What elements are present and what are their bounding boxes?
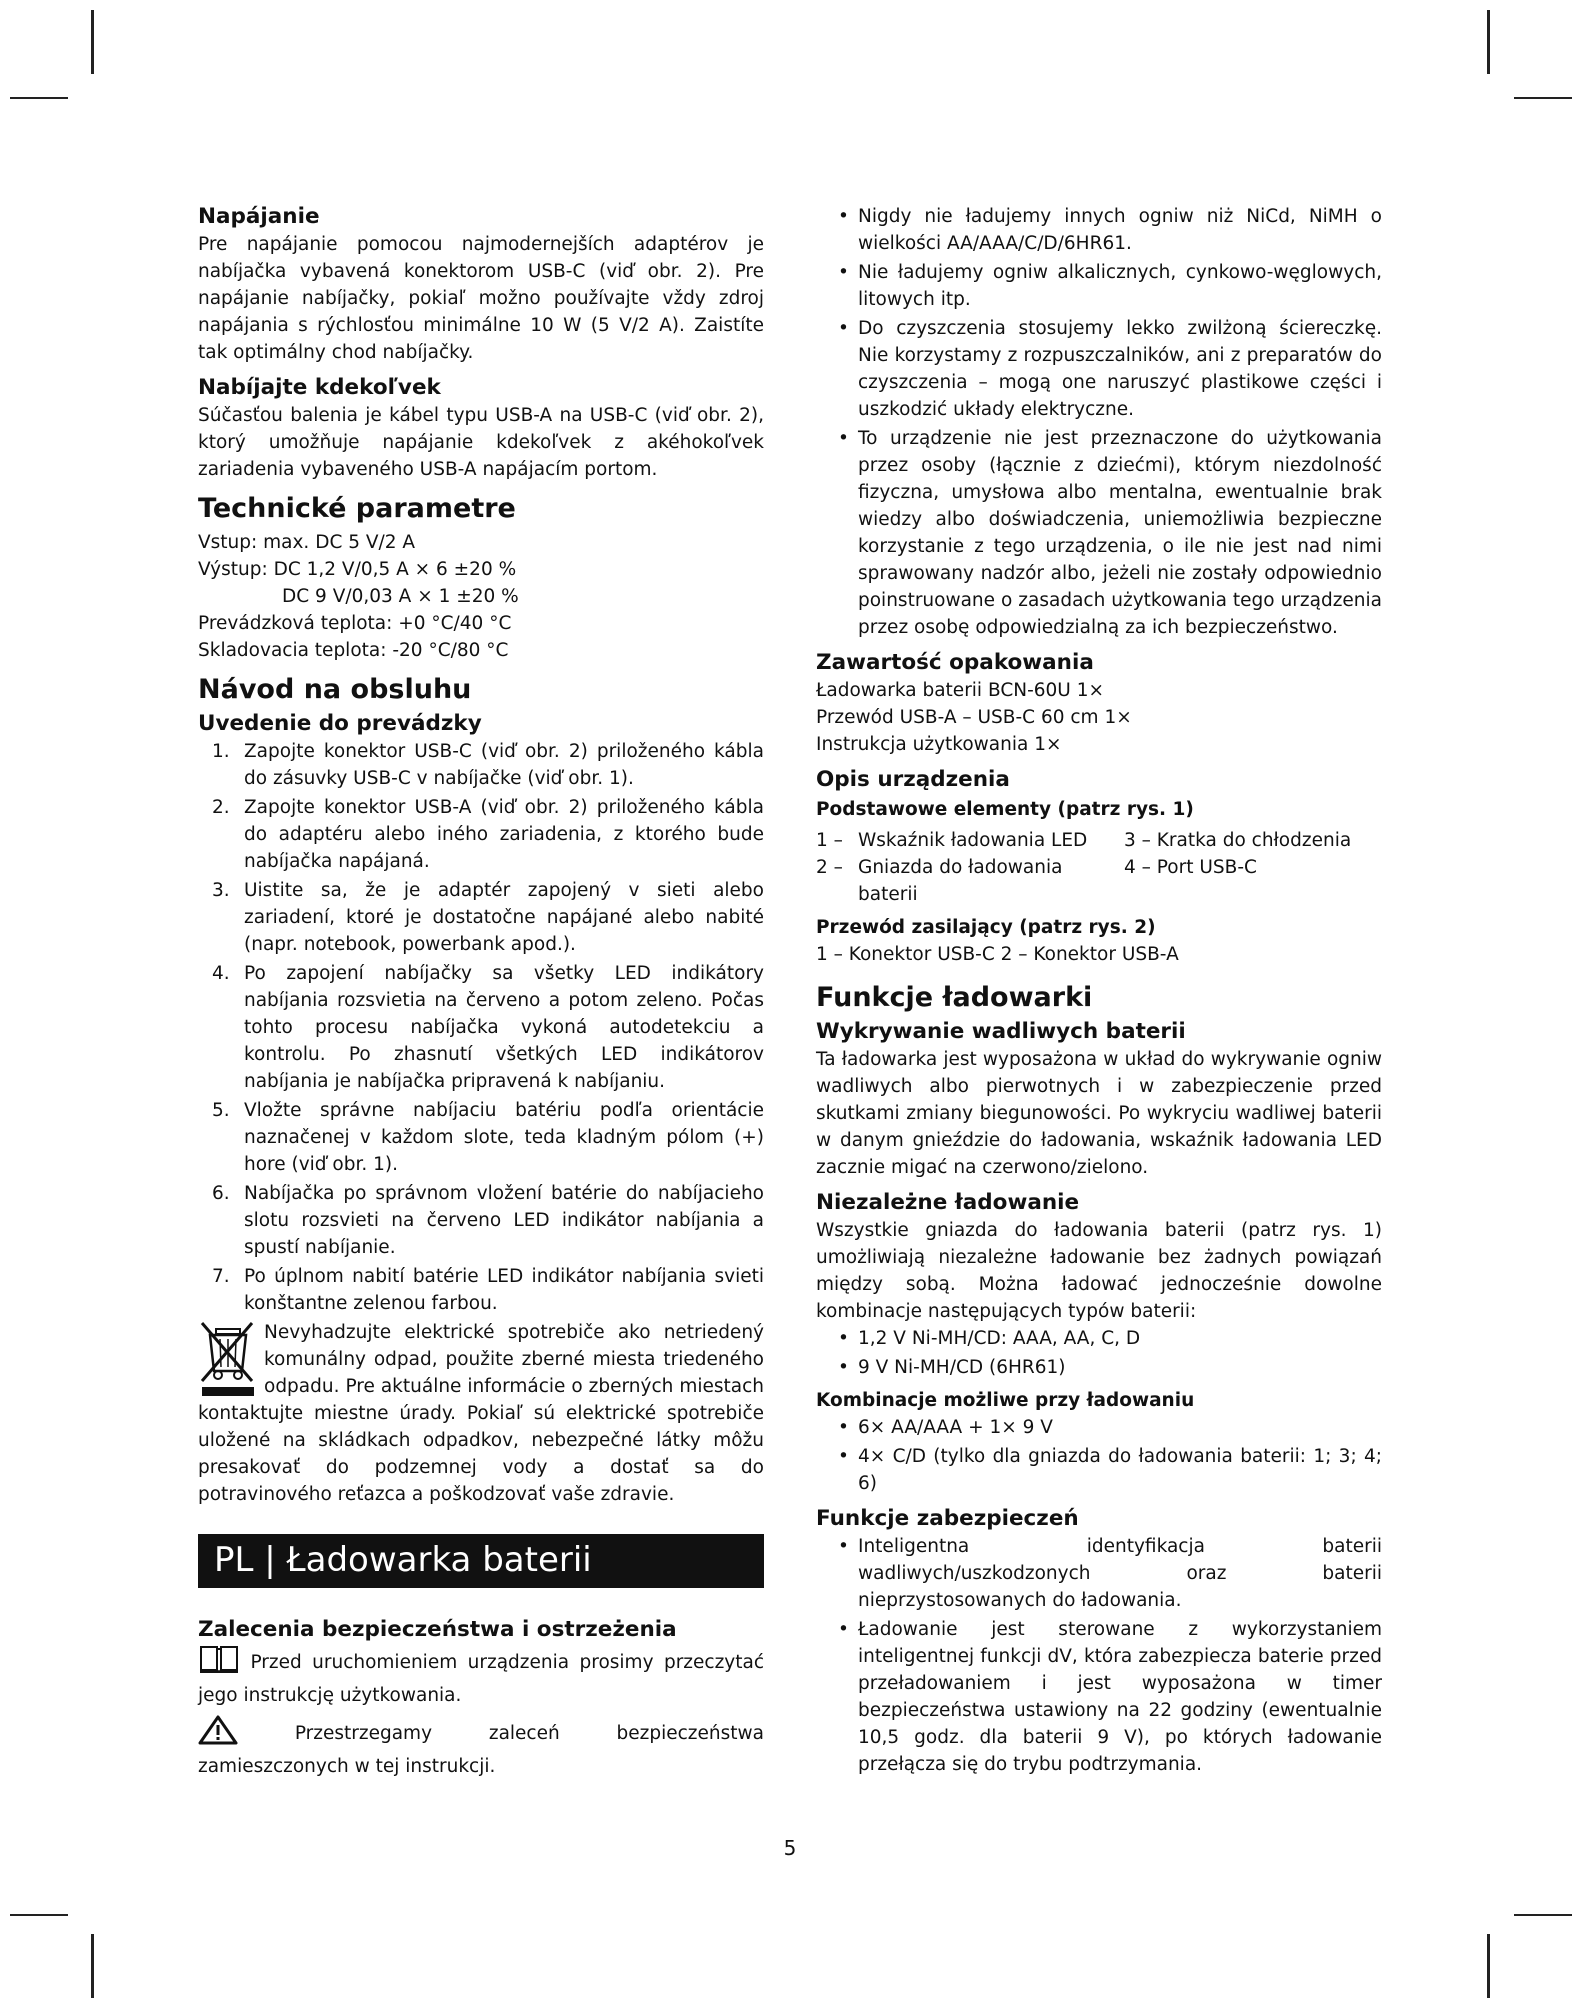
list-item: 6. Nabíjačka po správnom vložení batérie do nabíjacieho slotu rozsvieti na červeno LED indikátor nabíjania a spustí nabíjanie. [212,1183,764,1258]
weee-bin-icon [198,1319,256,1397]
section-heading-zawartosc: Zawartość opakowania [816,650,1094,675]
book-icon [198,1644,240,1682]
paragraph-warning: Przestrzegamy zaleceń bezpieczeństwa zamieszczonych w tej instrukcji. [198,1715,764,1780]
crop-mark [1514,97,1572,99]
list-item: 3. Uistite sa, že je adaptér zapojený v sieti alebo zariadení, ktoré je dostatočne napájané alebo nabité (napr. notebook, powerbank apod.). [212,880,764,955]
package-item: Ładowarka baterii BCN-60U 1× [816,680,1104,701]
list-item: 2. Zapojte konektor USB-A (viď obr. 2) priloženého kábla do adaptéru alebo iného zariadenia, z ktorého bude nabíjačka napájaná. [212,797,764,872]
language-banner: PL | Ładowarka baterii [198,1534,764,1588]
section-heading-funkcje: Funkcje ładowarki [816,982,1093,1013]
spec-skladovacia: Skladovacia teplota: -20 °C/80 °C [198,640,509,661]
subheading-wykrywanie: Wykrywanie wadliwych baterii [816,1019,1186,1044]
spec-vstup: Vstup: max. DC 5 V/2 A [198,532,416,553]
element-item: 4 – Port USB-C [1124,857,1257,878]
paragraph-kdekolvek: Súčasťou balenia je kábel typu USB-A na USB-C (viď obr. 2), ktorý umožňuje napájanie kdekoľvek z akéhokoľvek zariadenia vybaveného USB-A napájacím portom. [198,405,764,480]
list-item: 1. Zapojte konektor USB-C (viď obr. 2) priloženého kábla do zásuvky USB-C v nabíjačke (viď obr. 1). [212,741,764,789]
list-item: 5. Vložte správne nabíjaciu batériu podľa orientácie naznačenej v každom slote, teda kladným pólom (+) hore (viď obr. 1). [212,1100,764,1175]
subheading-zabezpieczen: Funkcje zabezpieczeń [816,1506,1079,1531]
weee-paragraph: Nevyhadzujte elektrické spotrebiče ako netriedený komunálny odpad, použite zberné miesta triedeného odpadu. Pre aktuálne informácie o zberných miestach kontaktujte miestne úrady. Pokiaľ sú elektrické spotrebiče uložené na skládkach odpadkov, nebezpečné látky môžu presakovať do podzemnej vody a dostať sa do potravinového reťazca a poškodzovať vaše zdravie. [198,1319,764,1508]
crop-mark [1487,1934,1490,1998]
section-heading-kdekolvek: Nabíjajte kdekoľvek [198,375,441,400]
page-number: 5 [783,1836,797,1860]
list-item: 7. Po úplnom nabití batérie LED indikátor nabíjania svieti konštantne zelenou farbou. [212,1266,764,1314]
list-item: • Nie ładujemy ogniw alkalicznych, cynkowo-węglowych, litowych itp. [816,259,1382,313]
paragraph-napajanie: Pre napájanie pomocou najmodernejších adaptérov je nabíjačka vybavená konektorom USB-C (viď obr. 2). Pre napájanie nabíjačky, pokiaľ možno používajte vždy zdroj napájania s rýchlosťou minimálne 10 W (5 V/2 A). Zaistíte tak optimálny chod nabíjačky. [198,234,764,363]
list-item: • Inteligentna identyfikacja baterii wadliwych/uszkodzonych oraz baterii nieprzystosowanych do ładowania. [816,1533,1382,1614]
crop-mark [10,97,68,99]
paragraph-niezalezne: Wszystkie gniazda do ładowania baterii (patrz rys. 1) umożliwiają niezależne ładowanie bez żadnych powiązań między sobą. Można ładować jednocześnie dowolne kombinacje następujących typów baterii: [816,1220,1382,1322]
package-item: Instrukcja użytkowania 1× [816,734,1062,755]
element-item: 2 – Gniazda do ładowania baterii [816,857,1063,905]
package-item: Przewód USB-A – USB-C 60 cm 1× [816,707,1132,728]
paragraph-wykrywanie: Ta ładowarka jest wyposażona w układ do wykrywanie ogniw wadliwych albo pierwotnych i w zabezpieczenie przed skutkami zmiany biegunowości. Po wykryciu wadliwej baterii w danym gnieździe do ładowania, wskaźnik ładowania LED zacznie migać na czerwono/zielono. [816,1049,1382,1178]
element-item: 3 – Kratka do chłodzenia [1124,830,1352,851]
crop-mark [1514,1914,1572,1916]
cable-items: 1 – Konektor USB-C 2 – Konektor USB-A [816,944,1179,965]
crop-mark [10,1914,68,1916]
steps-list [198,738,764,1317]
spec-vystup-2 [198,583,764,610]
spec-prevadzkova: Prevádzková teplota: +0 °C/40 °C [198,613,512,634]
protection-list [816,1533,1382,1778]
list-item: • 4× C/D (tylko dla gniazda do ładowania baterii: 1; 3; 4; 6) [816,1443,1382,1497]
subheading-kombinacje: Kombinacje możliwe przy ładowaniu [816,1390,1195,1411]
paragraph-read-manual: Przed uruchomieniem urządzenia prosimy przeczytać jego instrukcję użytkowania. [198,1644,764,1709]
spec-vystup-1: Výstup: DC 1,2 V/0,5 A × 6 ±20 % [198,559,517,580]
list-item: • To urządzenie nie jest przeznaczone do użytkowania przez osoby (łącznie z dziećmi), którym niezdolność fizyczna, umysłowa albo mentalna, ewentualnie brak wiedzy albo doświadczenia, uniemożliwia bezpieczne korzystanie z tego urządzenia, o ile nie jest nad nimi sprawowany nadzór albo, jeżeli nie zostały odpowiednio poinstruowane o zasadach użytkowania tego urządzenia przez osobę odpowiedzialną za ich bezpieczeństwo. [816,425,1382,641]
element-item: 1 – Wskaźnik ładowania LED [816,830,1088,851]
section-heading-navod: Návod na obsluhu [198,674,472,705]
right-column [816,203,1382,1780]
list-item: • Ładowanie jest sterowane z wykorzystaniem inteligentnej funkcji dV, która zabezpiecza baterie przed przeładowaniem i jest wyposażona w timer bezpieczeństwa ustawiony na 22 godziny (ewentualnie 10,5 godz. dla baterii 9 V), po których ładowanie przełącza się do trybu podtrzymania. [816,1616,1382,1778]
section-heading-technicke: Technické parametre [198,493,516,524]
left-column [198,203,764,1780]
subheading-podstawowe: Podstawowe elementy (patrz rys. 1) [816,799,1194,820]
section-heading-zalecenia: Zalecenia bezpieczeństwa i ostrzeżenia [198,1617,677,1642]
subheading-przewod: Przewód zasilający (patrz rys. 2) [816,917,1156,938]
list-item: • 6× AA/AAA + 1× 9 V [816,1414,1382,1441]
list-item: • Nigdy nie ładujemy innych ogniw niż NiCd, NiMH o wielkości AA/AAA/C/D/6HR61. [816,203,1382,257]
spec-vystup-2-text: DC 9 V/0,03 A × 1 ±20 % [282,586,519,607]
subheading-niezalezne: Niezależne ładowanie [816,1190,1080,1215]
battery-types-list [816,1325,1382,1381]
section-heading-napajanie: Napájanie [198,204,320,229]
subheading-uvedenie: Uvedenie do prevádzky [198,711,482,736]
crop-mark [91,1934,94,1998]
crop-mark [91,10,94,74]
section-heading-opis: Opis urządzenia [816,767,1010,792]
list-item: • 9 V Ni-MH/CD (6HR61) [816,1354,1382,1381]
list-item: 4. Po zapojení nabíjačky sa všetky LED indikátory nabíjania rozsvietia na červeno a potom zeleno. Počas tohto procesu nabíjačka vykoná autodetekciu a kontrolu. Po zhasnutí všetkých LED indikátorov nabíjania je nabíjačka pripravená k nabíjaniu. [212,963,764,1092]
list-item: • 1,2 V Ni-MH/CD: AAA, AA, C, D [816,1325,1382,1352]
list-item: • Do czyszczenia stosujemy lekko zwilżoną ściereczkę. Nie korzystamy z rozpuszczalników, ani z preparatów do czyszczenia – mogą one naruszyć plastikowe części i uszkodzić układy elektryczne. [816,315,1382,423]
warning-icon [198,1715,238,1753]
elements-grid [816,827,1382,908]
crop-mark [1487,10,1490,74]
safety-bullets [816,203,1382,641]
combinations-list [816,1414,1382,1497]
